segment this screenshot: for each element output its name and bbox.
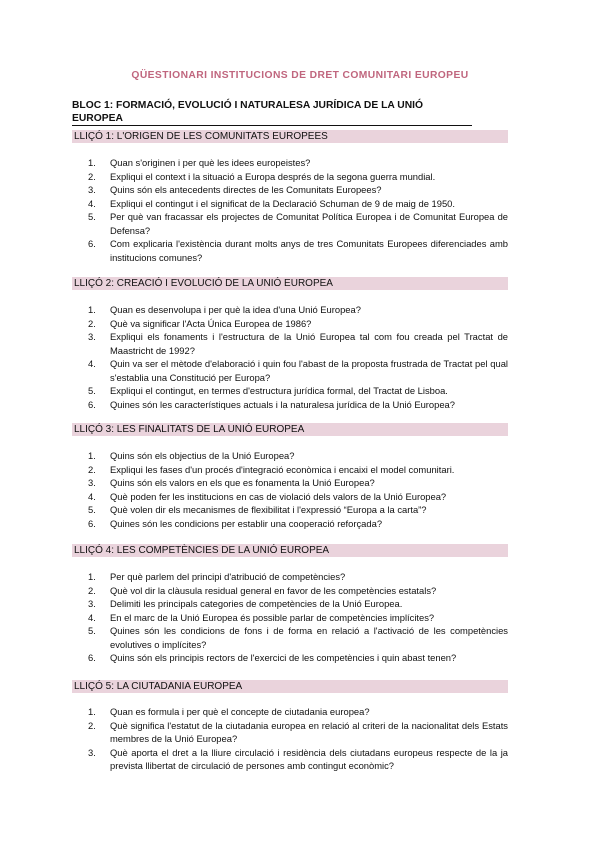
question-item: 4. Expliqui el contingut i el significat de la Declaració Schuman de 9 de maig de 1950.	[88, 197, 455, 209]
question-item: 4. Què poden fer les institucions en cas de violació dels valors de la Unió Europea?	[88, 490, 447, 502]
question-item: 4. En el marc de la Unió Europea és possible parlar de competències implícites?	[88, 611, 435, 623]
question-item: 6. Quines són les característiques actuals i la naturalesa jurídica de la Unió Europea?	[88, 398, 455, 410]
question-item: 4. Quin va ser el mètode d'elaboració i quin fou l'abast de la proposta frustrada de Tractat pel qual s'establia una Constitució per Europa?	[88, 358, 508, 383]
lesson-3-questions	[72, 449, 508, 530]
question-item: 3. Quins són els antecedents directes de les Comunitats Europees?	[88, 184, 382, 195]
lesson-3-heading: LLIÇÓ 3: LES FINALITATS DE LA UNIÓ EUROPEA	[72, 423, 508, 436]
lesson-2-heading: LLIÇÓ 2: CREACIÓ I EVOLUCIÓ DE LA UNIÓ EUROPEA	[72, 277, 508, 290]
lesson-1-questions	[72, 156, 508, 264]
lesson-5-heading: LLIÇÓ 5: LA CIUTADANIA EUROPEA	[72, 680, 508, 693]
bloc-heading: BLOC 1: FORMACIÓ, EVOLUCIÓ I NATURALESA JURÍDICA DE LA UNIÓ EUROPEA	[72, 99, 472, 126]
question-item: 2. Què va significar l'Acta Única Europea de 1986?	[88, 317, 312, 329]
question-item: 1. Quan s'originen i per què les idees europeistes?	[88, 157, 311, 168]
lesson-4-heading: LLIÇÓ 4: LES COMPETÈNCIES DE LA UNIÓ EUROPEA	[72, 544, 508, 557]
question-item: 1. Per què parlem del principi d'atribució de competències?	[88, 571, 346, 582]
question-item: 3. Expliqui els fonaments i l'estructura de la Unió Europea tal com fou creada pel Tractat de Maastricht de 1992?	[88, 331, 508, 356]
question-item: 6. Com explicaria l'existència durant molts anys de tres Comunitats Europees diferenciades amb institucions comunes?	[88, 238, 508, 263]
question-item: 6. Quins són els principis rectors de l'exercici de les competències i quin abast tenen?	[88, 652, 457, 663]
question-item: 6. Quines són les condicions per establir una cooperació reforçada?	[88, 517, 383, 529]
document-title: QÜESTIONARI INSTITUCIONS DE DRET COMUNITARI EUROPEU	[131, 70, 469, 81]
question-item: 2. Expliqui el context i la situació a Europa després de la segona guerra mundial.	[88, 170, 436, 182]
lesson-4-questions	[72, 570, 508, 665]
question-item: 5. Per què van fracassar els projectes de Comunitat Política Europea i de Comunitat Europea de Defensa?	[88, 211, 508, 236]
question-item: 3. Delimiti les principals categories de competències de la Unió Europea.	[88, 598, 403, 609]
question-item: 2. Expliqui les fases d'un procés d'integració econòmica i encaixi el model comunitari.	[88, 463, 455, 475]
lesson-5-questions	[72, 705, 508, 773]
question-item: 1. Quan es formula i per què el concepte de ciutadania europea?	[88, 706, 370, 717]
question-item: 5. Quines són les condicions de fons i de forma en relació a l'activació de les competències evolutives o implícites?	[88, 625, 508, 650]
lesson-2-questions	[72, 303, 508, 411]
question-item: 5. Què volen dir els mecanismes de flexibilitat i l'expressió “Europa a la carta”?	[88, 504, 427, 515]
question-item: 5. Expliqui el contingut, en termes d'estructura jurídica formal, del Tractat de Lisboa.	[88, 385, 448, 396]
question-item: 2. Què significa l'estatut de la ciutadania europea en relació al criteri de la nacionalitat dels Estats membres de la Unió Europea?	[88, 719, 508, 744]
question-item: 1. Quan es desenvolupa i per què la idea d'una Unió Europea?	[88, 304, 361, 315]
question-item: 3. Què aporta el dret a la lliure circulació i residència dels ciutadans europeus respecte de la ja prevista llibertat de circulació de persones amb contingut econòmic?	[88, 746, 508, 771]
lesson-1-heading: LLIÇÓ 1: L'ORIGEN DE LES COMUNITATS EUROPEES	[72, 130, 508, 143]
question-item: 1. Quins són els objectius de la Unió Europea?	[88, 450, 295, 461]
question-item: 2. Què vol dir la clàusula residual general en favor de les competències estatals?	[88, 584, 437, 596]
question-item: 3. Quins són els valors en els que es fonamenta la Unió Europea?	[88, 477, 375, 488]
